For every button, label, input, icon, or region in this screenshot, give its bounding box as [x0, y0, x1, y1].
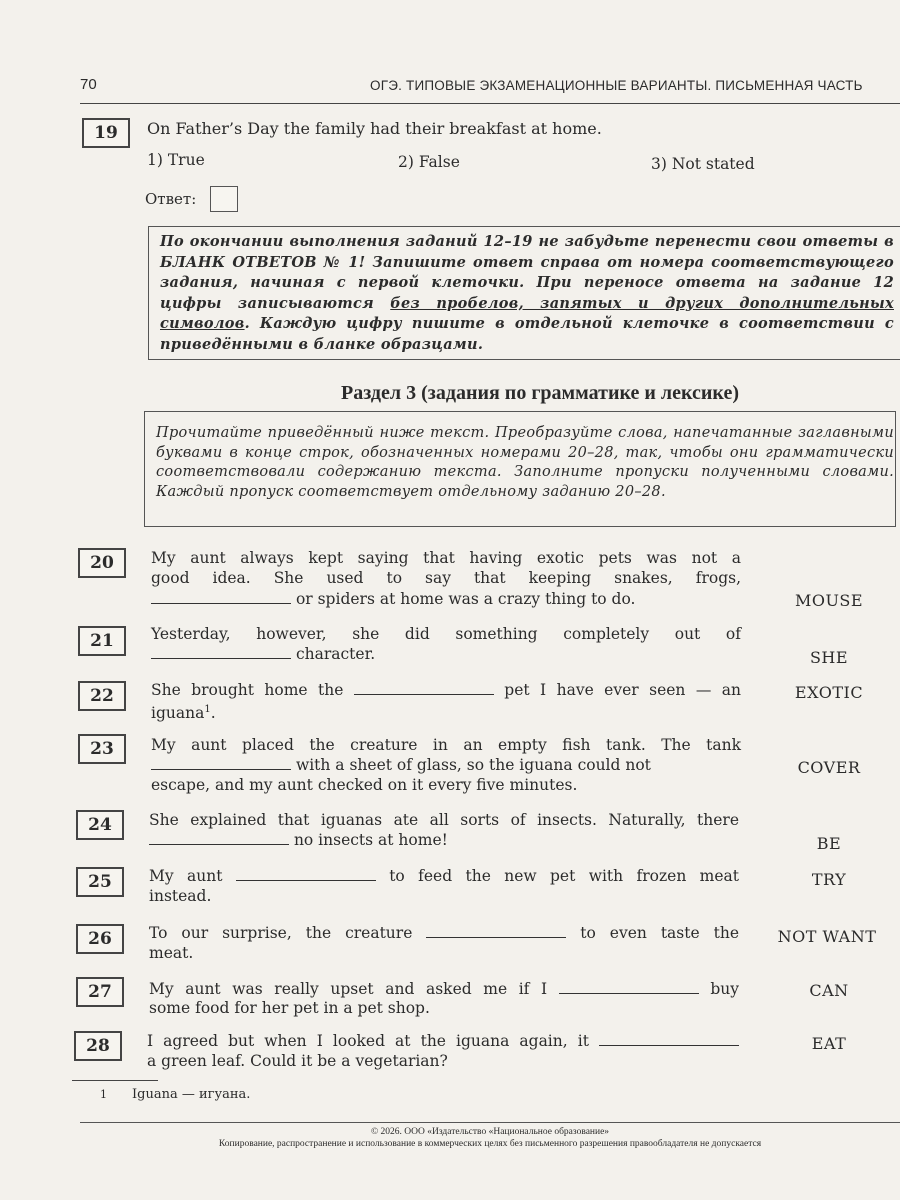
page-number: 70 [80, 76, 97, 93]
task-number-19: 19 [82, 118, 130, 148]
task-23-line-2 [151, 755, 651, 775]
task-22-line-2 [151, 700, 216, 723]
page-header [80, 76, 900, 98]
section-title: Раздел 3 (задания по грамматике и лексике) [341, 382, 739, 404]
task-23-line-1: My aunt placed the creature in an empty fish tank. The tank [151, 736, 741, 754]
task-number-20: 20 [78, 548, 126, 578]
task-23-line-2-text: with a sheet of glass, so the iguana could not [295, 756, 651, 774]
option-not-stated[interactable]: 3) Not stated [651, 155, 755, 173]
task-20-line-3-text: or spiders at home was a crazy thing to do. [295, 590, 636, 608]
task-number-25: 25 [76, 867, 124, 897]
task-20-line-3 [151, 589, 635, 609]
answer-blank-28[interactable] [599, 1031, 739, 1046]
running-title: ОГЭ. ТИПОВЫЕ ЭКЗАМЕНАЦИОННЫЕ ВАРИАНТЫ. ПИСЬМЕННАЯ ЧАСТЬ [370, 78, 863, 93]
task-19-statement: On Father’s Day the family had their breakfast at home. [147, 119, 602, 138]
answer-blank-22[interactable] [354, 680, 494, 695]
answer-blank-27[interactable] [559, 979, 699, 994]
task-25-line-1-end: to feed the new pet with frozen meat [389, 867, 740, 885]
task-27-line-2: some food for her pet in a pet shop. [149, 999, 430, 1017]
base-word-23: COVER [797, 758, 861, 777]
task-21-line-1: Yesterday, however, she did something completely out of [151, 625, 741, 643]
task-number-24: 24 [76, 810, 124, 840]
transfer-note [160, 232, 894, 355]
answer-blank-21[interactable] [151, 644, 291, 659]
task-24-line-2 [149, 830, 448, 850]
task-27-line-1 [149, 979, 739, 999]
task-24-line-2-text: no insects at home! [293, 831, 448, 849]
task-27-line-1-end: buy [710, 980, 739, 998]
task-24-line-1: She explained that iguanas ate all sorts of insects. Naturally, there [149, 811, 739, 829]
base-word-21: SHE [809, 648, 849, 667]
base-word-27: CAN [809, 981, 849, 1000]
answer-blank-25[interactable] [236, 866, 376, 881]
footnote-mark: 1 [100, 1088, 107, 1101]
task-number-28: 28 [74, 1031, 122, 1061]
base-word-22: EXOTIC [794, 683, 864, 702]
task-20-line-1: My aunt always kept saying that having exotic pets was not a [151, 549, 741, 567]
task-25-line-2: instead. [149, 887, 212, 905]
answer-blank-24[interactable] [149, 830, 289, 845]
answer-label: Ответ: [145, 190, 197, 208]
transfer-note-underlined: без пробелов, запятых и других дополнительных символов [160, 294, 894, 332]
task-22-line-1-start: She brought home the [151, 681, 344, 699]
footnote-text: Iguana — игуана. [132, 1087, 251, 1102]
copyright-divider [80, 1122, 900, 1123]
copyright-line-1: © 2026. ООО «Издательство «Национальное образование» [370, 1127, 610, 1137]
answer-box-19[interactable] [210, 186, 238, 212]
base-word-26: NOT WANT [777, 927, 877, 946]
task-26-line-1-start: To our surprise, the creature [149, 924, 413, 942]
transfer-note-text-end: . Каждую цифру пишите в отдельной клеточке в соответствии с приведёнными в бланке образцами. [160, 315, 894, 353]
task-26-line-2: meat. [149, 944, 194, 962]
task-22-line-2-period: . [210, 704, 216, 723]
transfer-note-text: По окончании выполнения заданий 12–19 не забудьте перенести свои ответы в БЛАНК ОТВЕТОВ № 1! Запишите ответ справа от номера соответствующего задания, начиная с первой клеточки. При переносе ответа на задание 12 цифры записываются [160, 233, 894, 312]
option-true[interactable]: 1) True [147, 151, 205, 169]
task-27-line-1-start: My aunt was really upset and asked me if I [149, 980, 548, 998]
task-22-line-2-text: iguana [151, 704, 205, 723]
task-26-line-1 [149, 923, 739, 943]
base-word-25: TRY [811, 870, 847, 889]
answer-blank-26[interactable] [426, 923, 566, 938]
task-21-line-2 [151, 644, 375, 664]
task-28-line-1-text: I agreed but when I looked at the iguana again, it [147, 1032, 589, 1050]
task-number-21: 21 [78, 626, 126, 656]
task-25-line-1 [149, 866, 739, 886]
option-false[interactable]: 2) False [398, 153, 460, 171]
task-number-22: 22 [78, 681, 126, 711]
base-word-24: BE [816, 834, 842, 853]
answer-blank-23[interactable] [151, 755, 291, 770]
task-26-line-1-end: to even taste the [580, 924, 739, 942]
task-28-line-1 [147, 1031, 739, 1051]
base-word-20: MOUSE [794, 591, 864, 610]
task-20-line-2: good idea. She used to say that keeping snakes, frogs, [151, 569, 741, 587]
header-divider [80, 103, 900, 104]
copyright-line-2: Копирование, распространение и использование в коммерческих целях без письменного разрешения правообладателя не допускается [218, 1139, 762, 1149]
task-25-line-1-start: My aunt [149, 867, 223, 885]
task-number-27: 27 [76, 977, 124, 1007]
task-number-26: 26 [76, 924, 124, 954]
task-number-23: 23 [78, 734, 126, 764]
task-22-line-1-end: pet I have ever seen — an [504, 681, 741, 699]
footnote-divider [72, 1080, 158, 1081]
task-22-line-1 [151, 680, 741, 700]
section-instructions: Прочитайте приведённый ниже текст. Преобразуйте слова, напечатанные заглавными буквами в конце строк, обозначенных номерами 20–28, так, чтобы они грамматически соответствовали содержанию текста. Заполните пропуски полученными словами. Каждый пропуск соответствует отдельному заданию 20–28. [156, 425, 894, 500]
task-28-line-2: a green leaf. Could it be a vegetarian? [147, 1052, 448, 1070]
footnote-ref: 1 [204, 704, 211, 715]
task-21-line-2-text: character. [295, 645, 376, 663]
task-23-line-3: escape, and my aunt checked on it every five minutes. [151, 776, 578, 794]
base-word-28: EAT [811, 1034, 847, 1053]
answer-blank-20[interactable] [151, 589, 291, 604]
